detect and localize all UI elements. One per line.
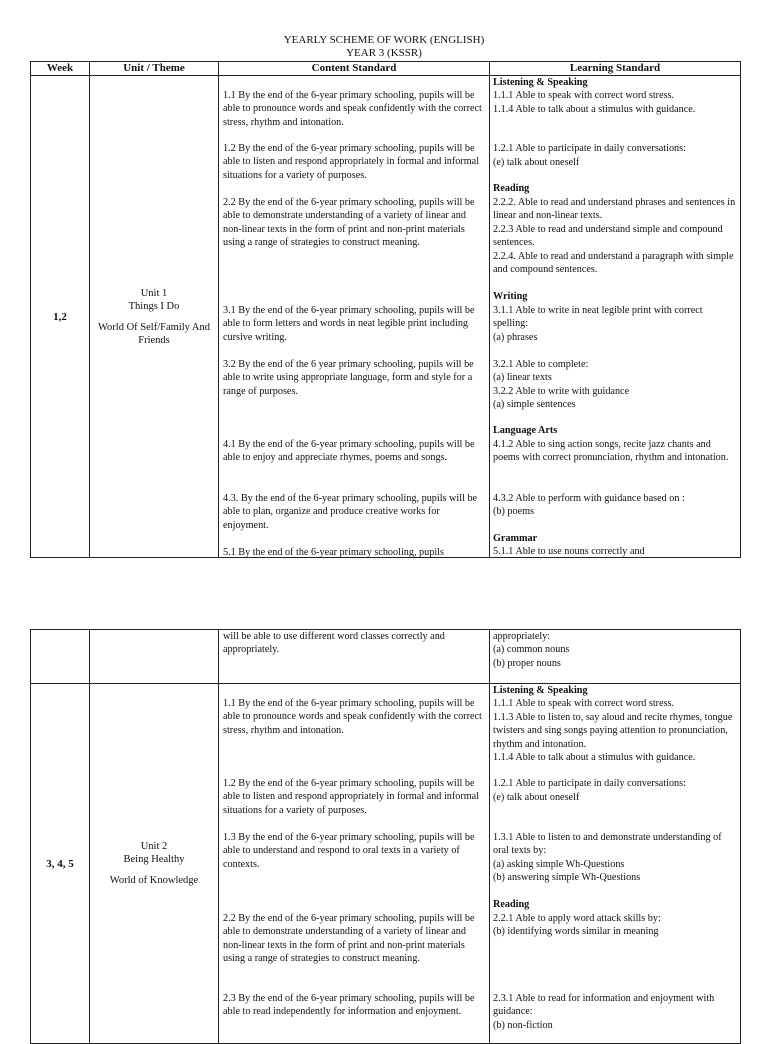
section-heading: Writing <box>493 291 528 302</box>
learning-item: 1.2.1 Able to participate in daily conversations: <box>493 778 686 789</box>
table-row <box>31 684 741 1044</box>
learning-item: (b) non-fiction <box>493 1020 553 1031</box>
content-standard-cell <box>219 630 490 684</box>
learning-item: 1.1.4 Able to talk about a stimulus with guidance. <box>493 104 696 115</box>
week-cell-empty <box>31 630 90 684</box>
content-item: 1.2 By the end of the 6-year primary schooling, pupils will be able to listen and respond appropriately in formal and informal situations for a variety of purposes. <box>223 143 480 181</box>
learning-item: 1.2.1 Able to participate in daily conversations: <box>493 143 686 154</box>
content-item: 2.3 By the end of the 6-year primary schooling, pupils will be able to read independently for information and enjoyment. <box>223 993 475 1018</box>
learning-item: (a) common nouns <box>493 644 570 655</box>
header-unit-theme: Unit / Theme <box>90 62 219 76</box>
learning-item: 3.2.2 Able to write with guidance <box>493 386 630 397</box>
learning-standard-cell <box>490 76 741 558</box>
learning-item: 2.3.1 Able to read for information and enjoyment with guidance: <box>493 993 715 1018</box>
learning-item: (b) identifying words similar in meaning <box>493 926 659 937</box>
scheme-table-page-2 <box>30 629 741 1044</box>
content-item: 4.1 By the end of the 6-year primary schooling, pupils will be able to enjoy and appreciate rhymes, poems and songs. <box>223 439 475 464</box>
week-cell: 3, 4, 5 <box>31 684 90 1044</box>
header-learning-standard: Learning Standard <box>490 62 741 76</box>
learning-item: (a) phrases <box>493 332 538 343</box>
content-item: 5.1 By the end of the 6-year primary schooling, pupils <box>223 547 444 558</box>
learning-item: 3.1.1 Able to write in neat legible print with correct spelling: <box>493 305 703 330</box>
content-item: will be able to use different word classes correctly and appropriately. <box>223 631 445 656</box>
learning-item: 2.2.2. Able to read and understand phrases and sentences in linear and non-linear texts. <box>493 197 736 222</box>
learning-item: 4.1.2 Able to sing action songs, recite jazz chants and poems with correct pronunciation, rhythm and intonation. <box>493 439 729 464</box>
table-row-continued <box>31 630 741 684</box>
learning-standard-cell <box>490 684 741 1044</box>
week-cell: 1,2 <box>31 76 90 558</box>
learning-item: (e) talk about oneself <box>493 157 580 168</box>
document-subtitle: YEAR 3 (KSSR) <box>346 47 422 59</box>
content-item: 3.2 By the end of the 6 year primary schooling, pupils will be able to write using appropriate language, form and style for a range of purposes. <box>223 359 474 397</box>
learning-item: (b) answering simple Wh-Questions <box>493 872 641 883</box>
learning-item: 1.1.4 Able to talk about a stimulus with guidance. <box>493 752 696 763</box>
content-item: 3.1 By the end of the 6-year primary schooling, pupils will be able to form letters and words in neat legible print including cursive writing. <box>223 305 475 343</box>
learning-standard-cell <box>490 630 741 684</box>
content-item: 2.2 By the end of the 6-year primary schooling, pupils will be able to demonstrate understanding of a variety of linear and non-linear texts in the form of print and non-print materials using a range of strategies to construct meaning. <box>223 913 475 965</box>
learning-item: 1.1.3 Able to listen to, say aloud and recite rhymes, tongue twisters and sing songs paying attention to pronunciation, rhythm and intonation. <box>493 712 733 750</box>
learning-item: 3.2.1 Able to complete: <box>493 359 589 370</box>
header-week: Week <box>31 62 90 76</box>
content-item: 1.1 By the end of the 6-year primary schooling, pupils will be able to pronounce words and speak confidently with the correct stress, rhythm and intonation. <box>223 698 482 736</box>
learning-item: 2.2.3 Able to read and understand simple and compound sentences. <box>493 224 723 249</box>
learning-item: appropriately: <box>493 631 551 642</box>
document-title: YEARLY SCHEME OF WORK (ENGLISH) <box>283 34 485 46</box>
learning-item: 1.1.1 Able to speak with correct word stress. <box>493 698 675 709</box>
content-item: 4.3. By the end of the 6-year primary schooling, pupils will be able to plan, organize and produce creative works for enjoyment. <box>223 493 478 531</box>
unit-name: Being Healthy <box>123 854 185 865</box>
unit-title: Unit 1 <box>140 287 168 299</box>
learning-item: 1.1.1 Able to speak with correct word stress. <box>493 90 675 101</box>
learning-item: (a) simple sentences <box>493 399 576 410</box>
table-row <box>31 76 741 558</box>
content-item: 2.2 By the end of the 6-year primary schooling, pupils will be able to demonstrate understanding of a variety of linear and non-linear texts in the form of print and non-print materials using a range of strategies to construct meaning. <box>223 197 475 249</box>
scheme-table-page-1 <box>30 61 741 558</box>
unit-theme-cell <box>90 684 219 1044</box>
learning-item: (b) poems <box>493 506 535 517</box>
content-item: 1.3 By the end of the 6-year primary schooling, pupils will be able to understand and respond to oral texts in a variety of contexts. <box>223 832 475 870</box>
unit-title: Unit 2 <box>140 841 168 852</box>
learning-item: (a) linear texts <box>493 372 552 383</box>
content-item: 1.2 By the end of the 6-year primary schooling, pupils will be able to listen and respond appropriately in formal and informal situations for a variety of purposes. <box>223 778 480 816</box>
unit-theme: World Of Self/Family And Friends <box>97 321 211 346</box>
section-heading: Reading <box>493 899 530 910</box>
content-standard-cell <box>219 76 490 558</box>
learning-item: 5.1.1 Able to use nouns correctly and <box>493 546 645 557</box>
table-header-row <box>31 62 741 76</box>
learning-item: (e) talk about oneself <box>493 792 580 803</box>
content-standard-cell <box>219 684 490 1044</box>
unit-theme-cell-empty <box>90 630 219 684</box>
learning-item: 1.3.1 Able to listen to and demonstrate understanding of oral texts by: <box>493 832 722 857</box>
section-heading: Listening & Speaking <box>493 77 588 88</box>
learning-item: (b) proper nouns <box>493 658 561 669</box>
header-content-standard: Content Standard <box>219 62 490 76</box>
unit-theme: World of Knowledge <box>109 875 199 886</box>
section-heading: Language Arts <box>493 425 558 436</box>
content-item: 1.1 By the end of the 6-year primary schooling, pupils will be able to pronounce words and speak confidently with the correct stress, rhythm and intonation. <box>223 90 482 128</box>
learning-item: (a) asking simple Wh-Questions <box>493 859 625 870</box>
unit-name: Things I Do <box>128 300 180 312</box>
learning-item: 2.2.1 Able to apply word attack skills by: <box>493 913 661 924</box>
section-heading: Grammar <box>493 533 538 544</box>
learning-item: 2.2.4. Able to read and understand a paragraph with simple and compound sentences. <box>493 251 734 276</box>
unit-theme-cell <box>90 76 219 558</box>
learning-item: 4.3.2 Able to perform with guidance based on : <box>493 493 685 504</box>
section-heading: Listening & Speaking <box>493 685 588 696</box>
section-heading: Reading <box>493 183 530 194</box>
